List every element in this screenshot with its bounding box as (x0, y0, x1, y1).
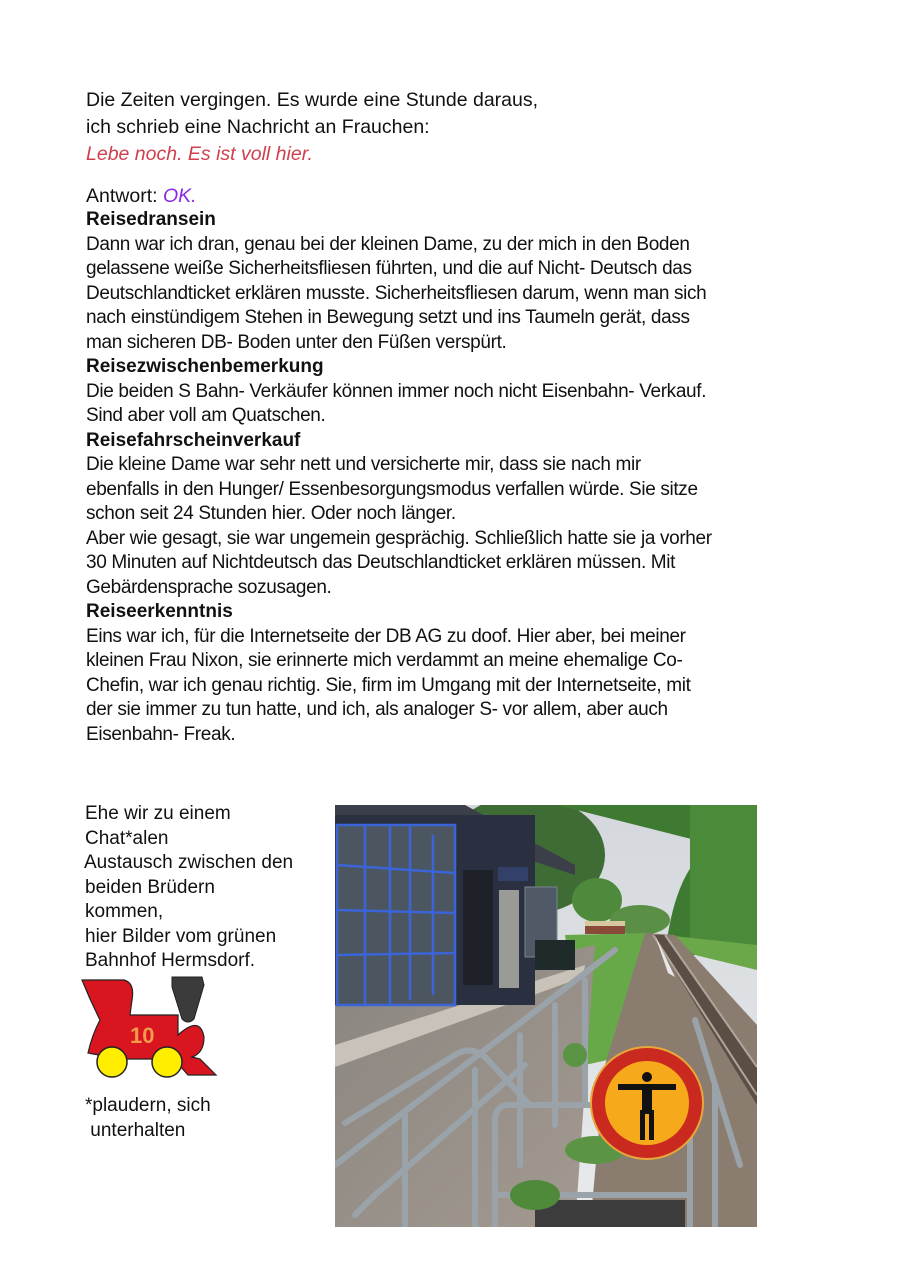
sidebar-line: Austausch zwischen den (84, 852, 294, 873)
section-line: 30 Minuten auf Nichtdeutsch das Deutschlandticket erklären müssen. Mit (86, 552, 676, 573)
sidebar-line: Ehe wir zu einem (85, 803, 231, 824)
glass-facade (337, 825, 455, 1005)
sidebar-line: Chat*alen (85, 827, 169, 849)
message-text: Lebe noch. Es ist voll hier. (86, 143, 313, 165)
section-heading: Reiseerkenntnis (86, 601, 233, 622)
locomotive-wheel-front (97, 1047, 127, 1077)
answer-line (86, 184, 197, 208)
section-line: Sind aber voll am Quatschen. (86, 405, 326, 426)
section-line: Gebärdensprache sozusagen. (86, 576, 332, 598)
station-door (463, 870, 493, 985)
intro-line-1: Die Zeiten vergingen. Es wurde eine Stunde daraus, (86, 89, 539, 111)
answer-value: OK. (162, 185, 197, 207)
section-line: Die kleine Dame war sehr nett und versicherte mir, dass sie nach mir (86, 454, 641, 475)
no-entry-sign (591, 1047, 703, 1159)
section-line: Aber wie gesagt, sie war ungemein gesprächig. Schließlich hatte sie ja vorher (86, 527, 712, 549)
intro-line-2: ich schrieb eine Nachricht an Frauchen: (86, 116, 430, 138)
section-heading: Reisedransein (86, 209, 216, 230)
locomotive-wheel-rear (152, 1047, 182, 1077)
section-line: Dann war ich dran, genau bei der kleinen Dame, zu der mich in den Boden (86, 233, 690, 255)
station-photo (335, 805, 757, 1227)
section-line: schon seit 24 Stunden hier. Oder noch länger. (86, 503, 456, 524)
locomotive-number: 10 (130, 1023, 155, 1048)
sidebar-line: hier Bilder vom grünen (85, 925, 277, 947)
section-line: gelassene weiße Sicherheitsfliesen führten, und die auf Nicht- Deutsch das (86, 258, 692, 279)
bush (510, 1180, 560, 1210)
locomotive-illustration (80, 975, 220, 1080)
section-line: Eisenbahn- Freak. (86, 723, 236, 745)
footnote-line: *plaudern, sich (85, 1095, 211, 1116)
section-line: man sicheren DB- Boden unter den Füßen verspürt. (86, 331, 507, 353)
section-heading: Reisezwischenbemerkung (86, 356, 324, 377)
section-line: Eins war ich, für die Internetseite der DB AG zu doof. Hier aber, bei meiner (86, 625, 686, 647)
section-line: Deutschlandticket erklären musste. Sicherheitsfliesen darum, wenn man sich (86, 282, 707, 304)
section-line: nach einstündigem Stehen in Bewegung setzt und ins Taumeln gerät, dass (86, 307, 690, 328)
section-line: der sie immer zu tun hatte, und ich, als analoger S- vor allem, aber auch (86, 699, 668, 720)
answer-label: Antwort: (86, 185, 163, 207)
station-sign (498, 867, 528, 881)
section-line: ebenfalls in den Hunger/ Essenbesorgungsmodus verfallen würde. Sie sitze (86, 478, 698, 500)
sidebar-line: Bahnhof Hermsdorf. (85, 950, 256, 971)
section-heading: Reisefahrscheinverkauf (86, 429, 301, 451)
grating (535, 1200, 685, 1227)
footnote-line: unterhalten (85, 1119, 186, 1141)
sidebar-line: beiden Brüdern (85, 876, 215, 898)
section-line: Chefin, war ich genau richtig. Sie, firm im Umgang mit der Internetseite, mit (86, 674, 691, 696)
section-line: Die beiden S Bahn- Verkäufer können immer noch nicht Eisenbahn- Verkauf. (86, 380, 707, 402)
sidebar-line: kommen, (85, 901, 164, 922)
section-line: kleinen Frau Nixon, sie erinnerte mich verdammt an meine ehemalige Co- (86, 650, 683, 671)
